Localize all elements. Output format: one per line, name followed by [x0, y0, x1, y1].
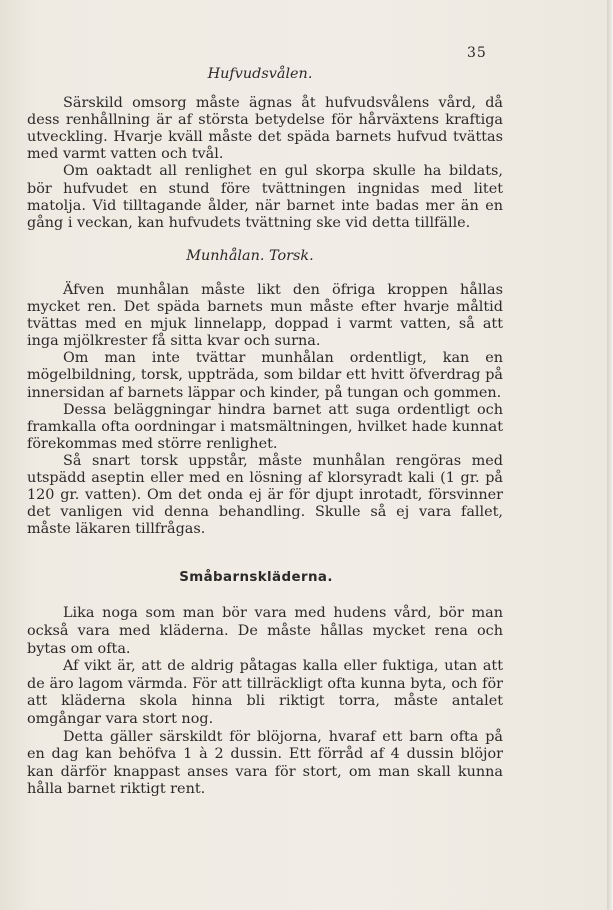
paragraph: Om oaktadt all renlighet en gul skorpa skulle ha bildats, bör hufvudet en stund före tvättningen ingnidas med litet matolja. Vid tilltagande ålder, när barnet inte badas mer än en gång i veckan, kan hufvudets tvättning ske vid detta tillfälle.: [27, 163, 503, 231]
section-heading-clothes: Småbarnskläderna.: [179, 570, 333, 586]
paragraph: Om man inte tvättar munhålan ordentligt, kan en mögelbildning, torsk, uppträda, som bildar ett hvitt öfverdrag på innersidan af barnets läppar och kinder, på tungan och gommen.: [27, 350, 503, 401]
page-content: [27, 66, 503, 799]
section-heading-mouth: Munhålan. Torsk.: [186, 247, 314, 264]
page-edge: [607, 0, 613, 910]
paragraph: Dessa beläggningar hindra barnet att suga ordentligt och framkalla ofta oordningar i matsmältningen, hvilket hade kunnat förekommas med större renlighet.: [27, 401, 503, 452]
paragraph: Särskild omsorg måste ägnas åt hufvudsvålens vård, då dess renhållning är af största betydelse för hårväxtens kraftiga utveckling. Hvarje kväll måste det späda barnets hufvud tvättas med varmt vatten och tvål.: [27, 95, 503, 163]
paragraph: Af vikt är, att de aldrig påtagas kalla eller fuktiga, utan att de äro lagom värmda. För att tillräckligt ofta kunna byta, och för att kläderna skola hinna bli riktigt torra, måste antalet omgångar vara stort nog.: [27, 658, 503, 727]
paragraph: Detta gäller särskildt för blöjorna, hvaraf ett barn ofta på en dag kan behöfva 1 à 2 dussin. Ett förråd af 4 dussin blöjor kan därför knappast anses vara för stort, om man skall kunna hålla barnet riktigt rent.: [27, 728, 503, 798]
page-number: 35: [467, 45, 487, 61]
paragraph: Äfven munhålan måste likt den öfriga kroppen hållas mycket ren. Det späda barnets mun måste efter hvarje måltid tvättas med en mjuk linnelapp, doppad i varmt vatten, så att inga mjölkrester få sitta kvar och surna.: [27, 281, 503, 350]
section-heading-scalp: Hufvudsvålen.: [207, 66, 313, 82]
section-clothes-body: [27, 605, 503, 799]
paragraph: Lika noga som man bör vara med hudens vård, bör man också vara med kläderna. De måste hållas mycket rena och bytas om ofta.: [27, 605, 503, 657]
paragraph: Så snart torsk uppstår, måste munhålan rengöras med utspädd aseptin eller med en lösning af klorsyradt kali (1 gr. på 120 gr. vatten). Om det onda ej är för djupt inrotadt, försvinner det vanligen vid denna behandling. Skulle så ej vara fallet, måste läkaren tillfrågas.: [27, 452, 503, 538]
